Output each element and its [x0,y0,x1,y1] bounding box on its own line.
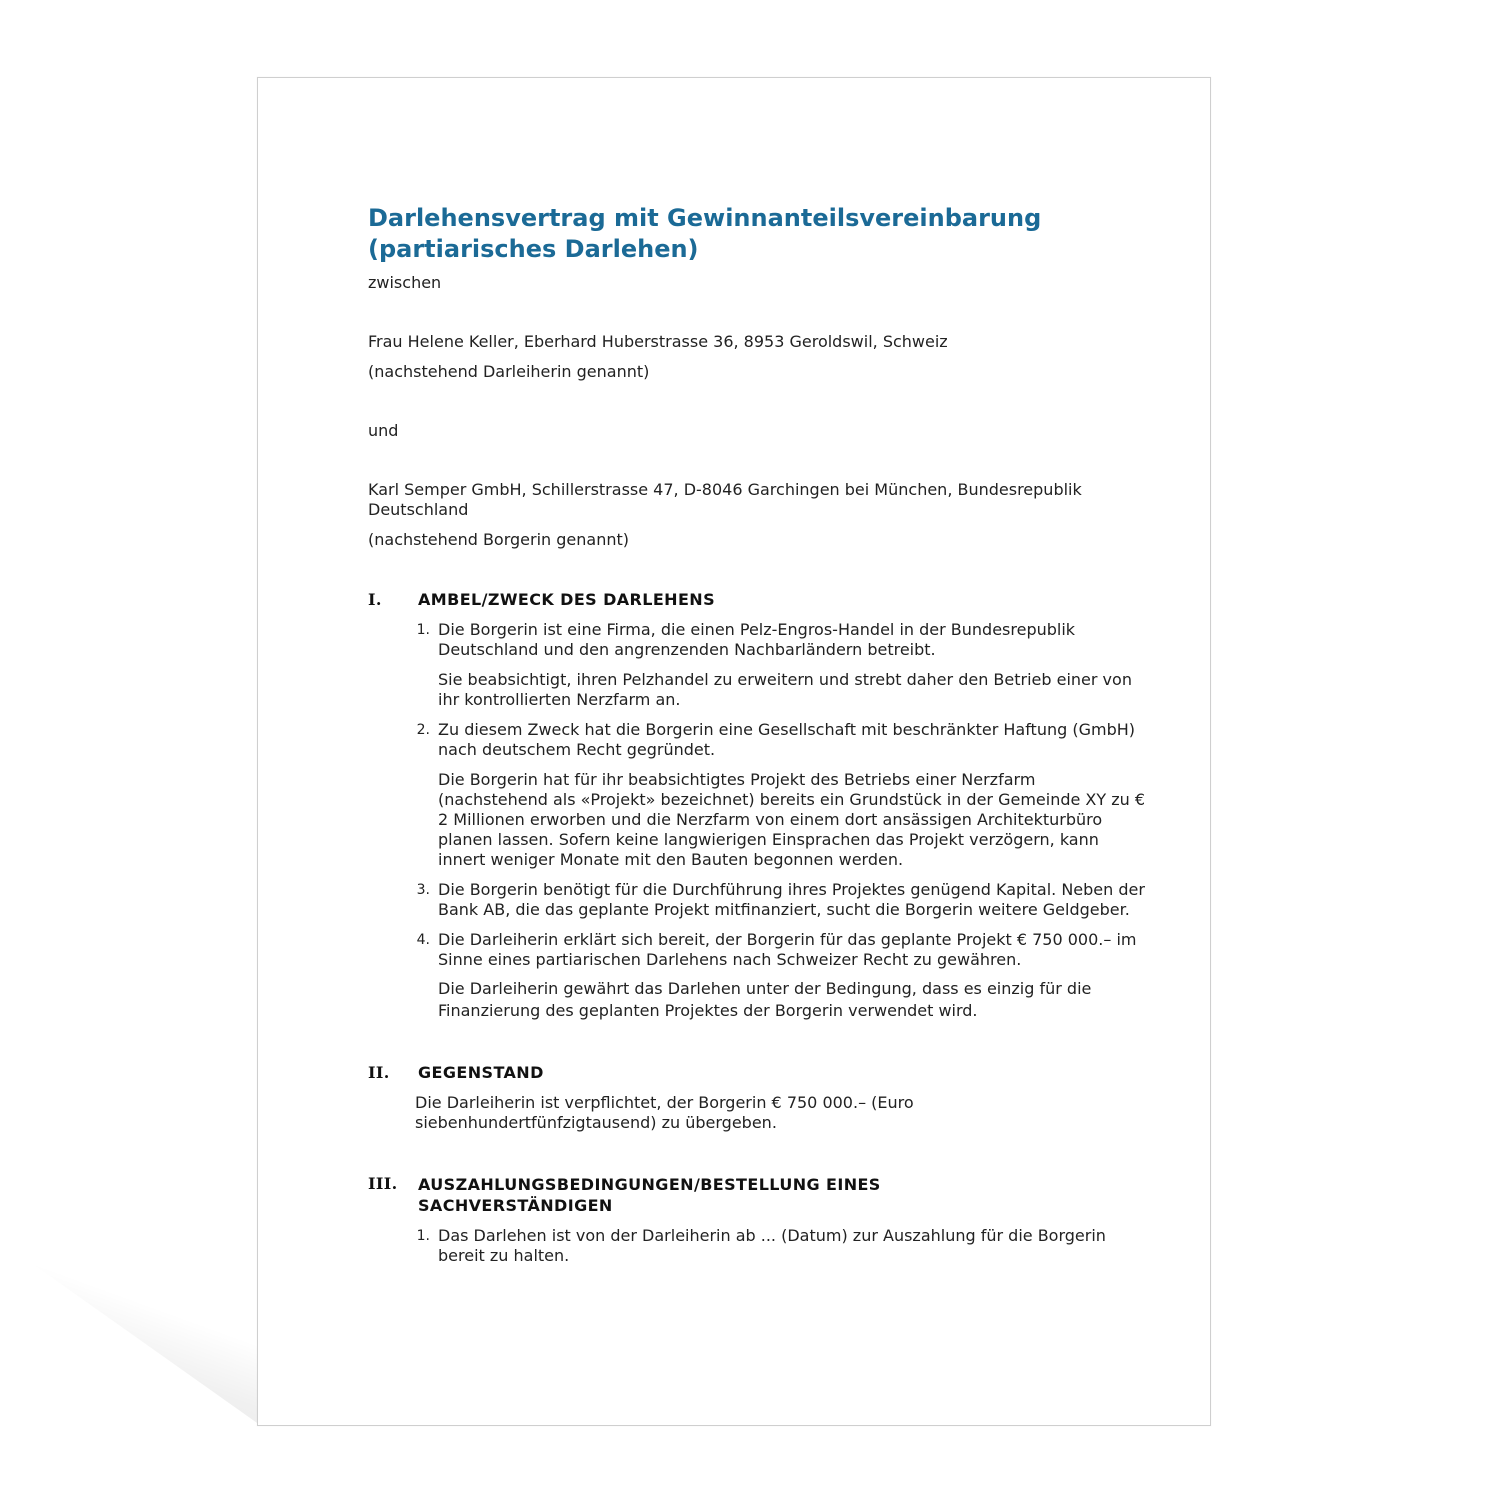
section-heading-2 [368,1063,1148,1083]
list-item-text: Die Darleiherin erklärt sich bereit, der Borgerin für das geplante Projekt € 750 000.– im Sinne eines partiarischen Darlehens nach Schweizer Recht zu gewähren. [438,930,1137,969]
und-text: und [368,421,399,440]
list-item-continuation: Sie beabsichtigt, ihren Pelzhandel zu erweitern und strebt daher den Betrieb einer von ihr kontrollierten Nerzfarm an. [438,670,1132,709]
list-item-number: 4. [416,932,430,948]
document-content [368,203,1148,1266]
list-item-number: 1. [416,622,430,638]
document-title [368,203,1148,265]
list-item [368,880,1148,920]
list-item [368,1226,1148,1266]
section-heading-1 [368,590,1148,610]
party-lender: Frau Helene Keller, Eberhard Huberstrasse 36, 8953 Geroldswil, Schweiz [368,332,948,351]
section-3-list [368,1226,1148,1266]
list-item [368,720,1148,870]
party-lender-role: (nachstehend Darleiherin genannt) [368,362,650,381]
section-heading-3 [368,1174,1148,1216]
list-item-text: Die Borgerin benötigt für die Durchführung ihres Projektes genügend Kapital. Neben der Bank AB, die das geplante Projekt mitfinanziert, sucht die Borgerin weitere Geldgeber. [438,880,1145,919]
title-line-1: Darlehensvertrag mit Gewinnanteilsvereinbarung [368,204,1042,232]
section-number: III. [368,1174,398,1193]
party-borrower: Karl Semper GmbH, Schillerstrasse 47, D-8046 Garchingen bei München, Bundesrepublik Deutschland [368,480,1082,519]
document-page [257,77,1211,1426]
list-item-continuation: Die Borgerin hat für ihr beabsichtigtes Projekt des Betriebs einer Nerzfarm (nachstehend als «Projekt» bezeichnet) bereits ein Grundstück in der Gemeinde XY zu € 2 Millionen erworben und die Nerzfarm von einem dort ansässigen Architekturbüro planen lassen. Sofern keine langwierigen Einsprachen das Projekt verzögern, kann innert weniger Monate mit den Bauten begonnen werden. [438,770,1146,869]
section-title: AMBEL/ZWECK DES DARLEHENS [418,590,716,609]
list-item-number: 2. [416,722,430,738]
zwischen-text: zwischen [368,273,442,292]
list-item-number: 3. [416,882,430,898]
list-item-number: 1. [416,1228,430,1244]
section-1-list [368,620,1148,1022]
section-2-body: Die Darleiherin ist verpflichtet, der Borgerin € 750 000.– (Euro siebenhundertfünfzigtausend) zu übergeben. [415,1093,914,1132]
list-item-text: Zu diesem Zweck hat die Borgerin eine Gesellschaft mit beschränkter Haftung (GmbH) nach deutschem Recht gegründet. [438,720,1136,759]
party-borrower-role: (nachstehend Borgerin genannt) [368,530,629,549]
list-item-text: Das Darlehen ist von der Darleiherin ab ... (Datum) zur Auszahlung für die Borgerin bereit zu halten. [438,1226,1106,1265]
section-number: I. [368,590,382,609]
list-item-text: Die Borgerin ist eine Firma, die einen Pelz-Engros-Handel in der Bundesrepublik Deutschland und den angrenzenden Nachbarländern betreibt. [438,620,1076,659]
section-title: GEGENSTAND [418,1063,544,1082]
list-item [368,930,1148,1022]
section-title: AUSZAHLUNGSBEDINGUNGEN/BESTELLUNG EINES SACHVERSTÄNDIGEN [418,1175,881,1215]
list-item-continuation: Die Darleiherin gewährt das Darlehen unter der Bedingung, dass es einzig für die Finanzierung des geplanten Projektes der Borgerin verwendet wird. [438,979,1092,1020]
section-number: II. [368,1063,390,1082]
list-item [368,620,1148,710]
title-line-2: (partiarisches Darlehen) [368,235,699,263]
page-shadow [20,1255,260,1425]
